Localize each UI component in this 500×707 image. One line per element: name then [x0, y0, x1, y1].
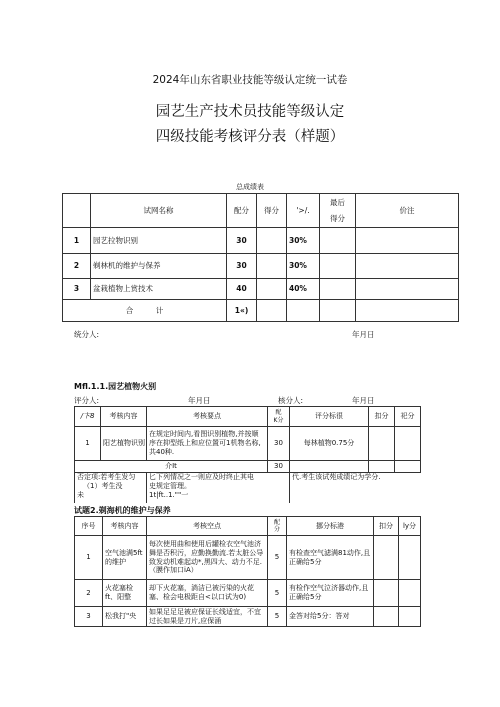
summary-row-final: [320, 254, 356, 279]
section2-row-criteria: 金答对给5分：答对: [287, 607, 374, 627]
total-scorer-label: 统分人:: [74, 330, 100, 339]
section2-row-content: 松我打"央: [103, 607, 147, 627]
section2-header-row: [75, 517, 421, 536]
section2-title: 试题2.剃海机的维护与保养: [74, 506, 171, 515]
section2-row-points: 如果足足足被应保证长线适宜，不宜过长如果是刀片,应保涌: [147, 607, 268, 627]
section1-row-criteria: 每林植物0.75分: [290, 427, 369, 461]
section2-row-content: 空气池满5ft的维护: [103, 536, 147, 580]
summary-row-note: [356, 254, 459, 279]
section1-date2: 年月日: [352, 396, 375, 405]
section1-header-deduct: 扣分: [369, 407, 395, 427]
section2-row-score: 5: [268, 607, 287, 627]
section1-checker: 核分人:: [278, 396, 304, 405]
section1-total-got: [395, 461, 421, 473]
section1-veto-cut: 未: [77, 490, 84, 499]
summary-total-final: [320, 300, 356, 322]
summary-table: [62, 193, 459, 322]
section1-row-deduct: [369, 427, 395, 461]
section2-row-points: 每次使用曲和使用后罐检衣空气池济舞是否积污，应勤换勤流.若太脏公导致发动机难起动*,黑四大、动力不足.（膜作加口iA）: [147, 536, 268, 580]
summary-total-got: [257, 300, 287, 322]
section2-header-no: 序号: [75, 517, 103, 536]
section2-row-got: [399, 536, 421, 580]
section2-row-no: 3: [75, 607, 103, 627]
section2-row-deduct: [374, 607, 399, 627]
section1-header-got: 祀分: [395, 407, 421, 427]
section1-date1: 年月日: [188, 396, 211, 405]
section1-header-points: 考核要点: [147, 407, 268, 427]
summary-row-score: 40: [227, 279, 257, 300]
section2-header-score: 配 分: [268, 517, 287, 536]
section2-row-got: [399, 607, 421, 627]
summary-row-no: 2: [63, 254, 91, 279]
summary-header-no: [63, 194, 91, 228]
section1-row-got: [395, 427, 421, 461]
summary-row-score: 30: [227, 254, 257, 279]
summary-row-got: [257, 228, 287, 254]
summary-header-weight: '>/.: [287, 194, 320, 228]
summary-row: [63, 254, 459, 279]
summary-row-note: [356, 279, 459, 300]
section1-scorer: 评分人:: [74, 396, 100, 405]
section1-row-content: 阳艺植物识别: [101, 427, 147, 461]
section1-total-deduct: [369, 461, 395, 473]
summary-row-name: 盆栽植物上赏技术: [91, 279, 227, 300]
summary-header-row: [63, 194, 459, 228]
summary-total-score: 1«): [227, 300, 257, 322]
section2-header-got: ly分: [399, 517, 421, 536]
summary-row-score: 30: [227, 228, 257, 254]
section1-table: [74, 406, 421, 503]
section2-row-deduct: [374, 580, 399, 607]
section2-row-got: [399, 580, 421, 607]
section2-row-content: 火花塞检ft、阳整: [103, 580, 147, 607]
summary-row-name: 剃林机的维护与保养: [91, 254, 227, 279]
section1-total-criteria: [290, 461, 369, 473]
section1-total-label: 介It: [75, 461, 268, 473]
summary-total-weight: [287, 300, 320, 322]
section1-veto-label: 否定项:若考生发匀: [77, 473, 136, 481]
summary-total-row: [63, 300, 459, 322]
summary-total-note: [356, 300, 459, 322]
section2-row-no: 1: [75, 536, 103, 580]
summary-row-final: [320, 228, 356, 254]
summary-row-no: 3: [63, 279, 91, 300]
section2-row: [75, 580, 421, 607]
section2-header-deduct: 扣分: [374, 517, 399, 536]
summary-header-name: 试网名称: [91, 194, 227, 228]
section2-header-criteria: 挪分标港: [287, 517, 374, 536]
section1-title: Mfl.1.1.园艺植物火别: [74, 382, 157, 391]
section1-header-score: 配 K分: [268, 407, 290, 427]
section1-header-row: [75, 407, 421, 427]
section2-row: [75, 607, 421, 627]
section1-veto-row: [75, 473, 421, 503]
total-scorer-date: 年月日: [352, 330, 375, 339]
section2-row: [75, 536, 421, 580]
summary-row-no: 1: [63, 228, 91, 254]
section2-row-criteria: 有检作空气泣济器动作,且正确给5分: [287, 580, 374, 607]
summary-row-note: [356, 228, 459, 254]
summary-header-note: 价注: [356, 194, 459, 228]
summary-row-got: [257, 254, 287, 279]
exam-header: 2024年山东省职业技能等级认定统一试卷: [152, 74, 348, 86]
section1-header-no: /卞8: [75, 407, 101, 427]
document-subtitle: 四级技能考核评分表（样题）: [155, 129, 345, 145]
summary-caption: 总成绩表: [236, 183, 264, 191]
summary-row: [63, 228, 459, 254]
section1-veto-cell: [75, 473, 147, 503]
summary-row: [63, 279, 459, 300]
section1-row: [75, 427, 421, 461]
section2-row-score: 5: [268, 580, 287, 607]
document-title: 园艺生产技术员技能等级认定: [155, 104, 345, 120]
section2-row-criteria: 有检查空气滤满81动作,且正确给5分: [287, 536, 374, 580]
section1-veto-text: 匕下列情况之一则应及时终止其电 史规定管理。 1t|ft..1.""一: [147, 473, 290, 503]
summary-row-got: [257, 279, 287, 300]
summary-header-got: 得分: [257, 194, 287, 228]
summary-row-weight: 30%: [287, 228, 320, 254]
section1-veto-result: 代.考生该试苑成绩记为学分.: [290, 473, 421, 503]
section1-total-score: 30: [268, 461, 290, 473]
section2-table: [74, 516, 421, 627]
section1-veto-sub: （1）考生没: [83, 481, 123, 490]
section2-row-deduct: [374, 536, 399, 580]
summary-row-final: [320, 279, 356, 300]
section2-row-no: 2: [75, 580, 103, 607]
section1-header-criteria: 评分标很: [290, 407, 369, 427]
summary-total-label: 合 计: [63, 300, 227, 322]
summary-header-score: 配分: [227, 194, 257, 228]
section1-row-points: 在规定时间内,看图识别植物,并按顺序在抑型纸上和应位置可1机物名称,共40种.: [147, 427, 268, 461]
section1-total-row: [75, 461, 421, 473]
section1-row-no: 1: [75, 427, 101, 461]
summary-row-weight: 40%: [287, 279, 320, 300]
summary-row-name: 园艺拉物识别: [91, 228, 227, 254]
section2-row-points: 却下火花塞，淌洁已被污染的火花塞、检会电极距自<以口试为0): [147, 580, 268, 607]
section1-header-content: 考核内容: [101, 407, 147, 427]
section2-header-content: 考核内容: [103, 517, 147, 536]
summary-header-final: 最后 得分: [320, 194, 356, 228]
section2-header-points: 考核空点: [147, 517, 268, 536]
section2-row-score: 5: [268, 536, 287, 580]
summary-row-weight: 30%: [287, 254, 320, 279]
section1-row-score: 30: [268, 427, 290, 461]
